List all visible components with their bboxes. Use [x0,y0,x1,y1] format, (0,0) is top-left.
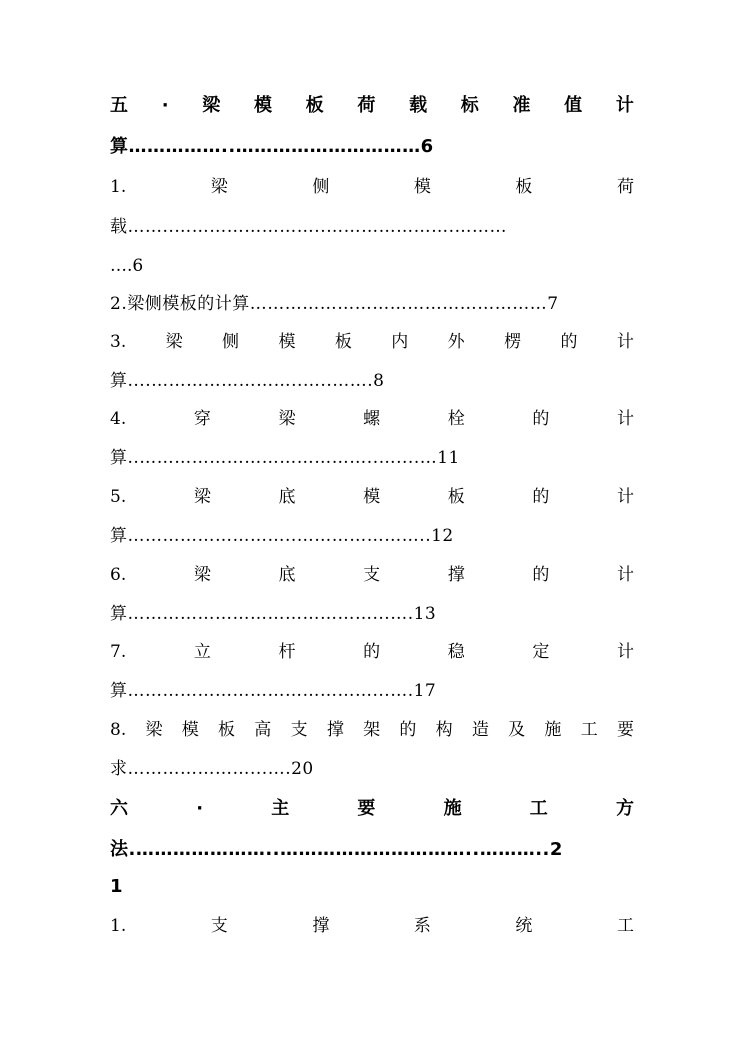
toc-char: 穿 [193,409,211,429]
toc-item-5-4-cont: 算..…………………………………..…....…11 [110,448,460,468]
toc-char: 系 [413,916,431,936]
toc-char: 梁 [193,565,211,585]
toc-char: 构 [435,720,453,740]
toc-char: 螺 [363,409,381,429]
toc-char: 统 [515,916,533,936]
toc-char: 计 [616,409,634,429]
toc-char: 栓 [447,409,465,429]
toc-char: 工 [529,798,548,819]
toc-char: 计 [615,95,634,116]
toc-char: 3. [110,332,127,352]
toc-char: 高 [254,720,272,740]
toc-char: 模 [253,95,272,116]
toc-item-5-1-cont: 载……..……………………..………………….……… [110,217,508,237]
toc-char: 板 [447,487,465,507]
toc-char: 侧 [222,332,240,352]
toc-char: 架 [363,720,381,740]
toc-char: 模 [278,332,296,352]
toc-char: 板 [305,95,324,116]
toc-char: · [196,798,204,819]
toc-char: 底 [278,565,296,585]
toc-char: 7. [110,642,127,662]
toc-char: 模 [413,177,431,197]
toc-char: 的 [532,487,550,507]
toc-char: 荷 [357,95,376,116]
toc-heading-6 [110,797,634,821]
toc-char: 楞 [504,332,522,352]
toc-char: 外 [447,332,465,352]
toc-item-5-8 [110,718,634,742]
toc-char: 4. [110,409,127,429]
toc-char: 要 [357,798,376,819]
toc-char: 及 [508,720,526,740]
toc-char: 1. [110,177,127,197]
toc-item-5-8-cont: 求…………………...….20 [110,759,314,779]
toc-item-5-3 [110,330,634,354]
toc-heading-5-cont: 算……………..…………………………6 [110,136,434,157]
toc-char: 杆 [278,642,296,662]
toc-char: 内 [391,332,409,352]
toc-char: 工 [580,720,598,740]
toc-char: 方 [615,798,634,819]
toc-char: 造 [471,720,489,740]
toc-char: 梁 [165,332,183,352]
toc-char: 施 [544,720,562,740]
toc-item-5-5 [110,485,634,509]
toc-char: 标 [460,95,479,116]
toc-char: 8. [110,720,127,740]
toc-char: 的 [560,332,578,352]
toc-char: 梁 [145,720,163,740]
toc-char: 的 [532,565,550,585]
toc-heading-6-page: 1 [110,876,123,897]
toc-heading-6-cont: 法.…………………..…………………………..………..2 [110,839,563,860]
toc-char: 板 [218,720,236,740]
toc-item-5-4 [110,407,634,431]
toc-char: 撑 [326,720,344,740]
toc-char: 支 [290,720,308,740]
toc-item-5-7-cont: 算……………………………………...….17 [110,681,437,701]
toc-char: 立 [193,642,211,662]
toc-char: 计 [616,487,634,507]
toc-char: 1. [110,916,127,936]
toc-char: 的 [399,720,417,740]
toc-char: 的 [532,409,550,429]
toc-char: 计 [616,642,634,662]
toc-item-5-1-page: ….6 [110,256,144,276]
toc-char: 支 [363,565,381,585]
toc-char: 稳 [447,642,465,662]
toc-item-5-2: 2.梁侧模板的计算……………………………………………7 [110,294,559,314]
toc-item-5-6-cont: 算……………………………………...….13 [110,604,437,624]
toc-char: 板 [334,332,352,352]
toc-char: 工 [616,916,634,936]
toc-char: 计 [616,332,634,352]
toc-char: · [161,95,169,116]
toc-char: 荷 [616,177,634,197]
toc-char: 撑 [312,916,330,936]
toc-item-5-7 [110,640,634,664]
toc-heading-5 [110,94,634,118]
toc-char: 撑 [447,565,465,585]
toc-item-5-1 [110,175,634,199]
toc-char: 载 [409,95,428,116]
toc-char: 梁 [210,177,228,197]
toc-char: 准 [512,95,531,116]
toc-char: 底 [278,487,296,507]
toc-char: 梁 [193,487,211,507]
toc-char: 施 [443,798,462,819]
toc-char: 6. [110,565,127,585]
toc-item-5-6 [110,563,634,587]
toc-char: 梁 [278,409,296,429]
toc-char: 板 [515,177,533,197]
toc-char: 定 [532,642,550,662]
toc-item-5-3-cont: 算....……………………..…..…….8 [110,371,385,391]
toc-char: 模 [363,487,381,507]
toc-char: 五 [110,95,128,116]
toc-char: 计 [616,565,634,585]
toc-char: 的 [363,642,381,662]
toc-item-5-5-cont: 算………………………..…………………..12 [110,526,454,546]
toc-char: 模 [181,720,199,740]
toc-char: 值 [564,95,583,116]
toc-char: 5. [110,487,127,507]
toc-char: 梁 [202,95,221,116]
toc-char: 要 [616,720,634,740]
toc-char: 六 [110,798,128,819]
toc-char: 主 [271,798,290,819]
toc-char: 支 [210,916,228,936]
toc-char: 侧 [312,177,330,197]
toc-item-6-1 [110,914,634,938]
